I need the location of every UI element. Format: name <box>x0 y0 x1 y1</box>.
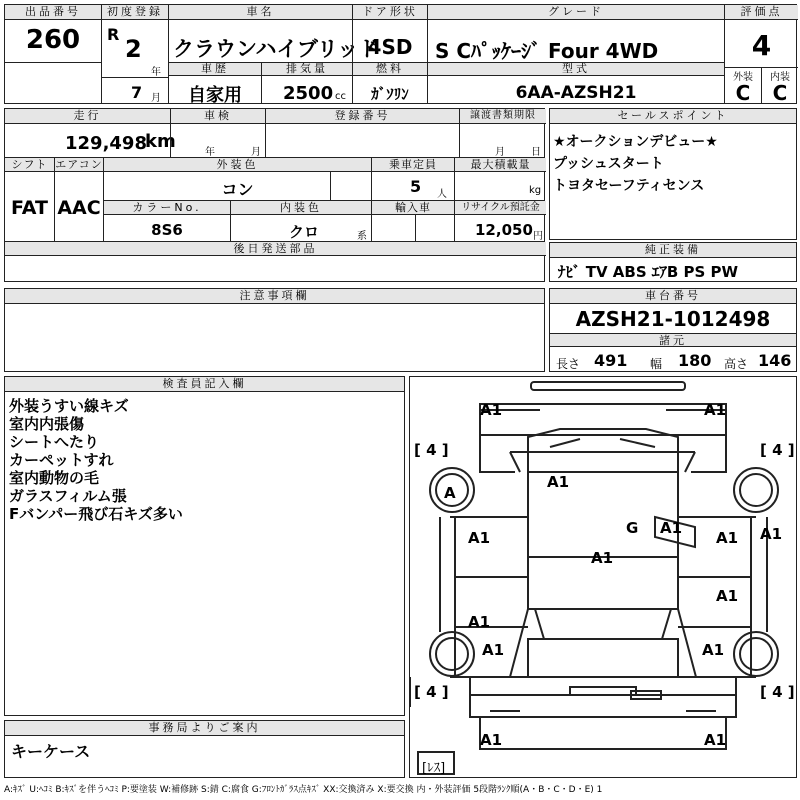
equipment-items: ﾅﾋﾞ TV ABS ｴｱB PS PW <box>558 263 739 281</box>
recycle-label: リサイクル預託金 <box>455 201 546 215</box>
tire-mark-rr: [ 4 ] <box>760 683 795 701</box>
capacity-label: 乗車定員 <box>372 158 454 172</box>
door-type: 4SD <box>367 35 413 59</box>
ext-color: コン <box>221 180 254 199</box>
int-grade-label: 内装 <box>770 72 790 83</box>
transfer-label: 譲渡書類期限 <box>460 109 546 124</box>
insp-year-unit: 年 <box>205 147 215 158</box>
grade-label: グレード <box>428 5 724 20</box>
transfer-month-unit: 月 <box>495 147 505 158</box>
chassis-panel <box>549 288 797 372</box>
damage-mark: A1 <box>716 587 739 605</box>
damage-mark: A1 <box>760 525 783 543</box>
load-unit: kg <box>529 185 542 196</box>
car-name: クラウンハイブリッド <box>173 37 380 61</box>
legend: A:ｷｽﾞ U:ﾍｺﾐ B:ｷｽﾞを伴うﾍｺﾐ P:要塗装 W:補修跡 S:錆 C:腐食 G:ﾌﾛﾝﾄｶﾞﾗｽ点ｷｽﾞ XX:交換済み X:要交換 内・外装評価 5段階ﾗﾝｸ順(A・B・C・D・E) 1 <box>4 785 603 795</box>
lot-no: 260 <box>25 25 81 55</box>
capacity-unit: 人 <box>437 189 447 200</box>
int-color-unit: 系 <box>357 231 367 242</box>
specs-panel <box>4 108 545 282</box>
load-label: 最大積載量 <box>455 158 546 172</box>
first-reg-month: 7 <box>131 83 143 102</box>
inspector-line: ガラスフィルム張 <box>9 487 127 505</box>
first-reg-label: 初度登録 <box>102 5 168 20</box>
damage-mark: A1 <box>480 401 503 419</box>
height: 146 <box>758 351 792 370</box>
damage-mark: A1 <box>704 401 727 419</box>
damage-mark: G <box>626 519 639 537</box>
damage-mark: A1 <box>716 529 739 547</box>
insp-month-unit: 月 <box>251 147 261 158</box>
ext-color-label: 外装色 <box>104 158 371 172</box>
damage-diagram <box>409 376 797 778</box>
office-panel <box>4 720 405 778</box>
int-grade: C <box>772 81 788 105</box>
first-reg-year: 2 <box>125 35 142 63</box>
sales-points-panel <box>549 108 797 240</box>
color-no: 8S6 <box>151 221 183 239</box>
transfer-day-unit: 日 <box>531 147 541 158</box>
damage-mark: A1 <box>468 529 491 547</box>
length: 491 <box>594 351 628 370</box>
damage-mark: A1 <box>704 731 727 749</box>
history-label: 車歴 <box>169 63 261 76</box>
ext-grade: C <box>735 81 751 105</box>
displacement: 2500 <box>283 83 334 104</box>
door-label: ドア形状 <box>353 5 427 20</box>
equipment-label: 純正装備 <box>550 243 796 258</box>
tire-mark-fl: [ 4 ] <box>414 441 449 459</box>
int-color: クロ <box>289 223 320 241</box>
damage-mark: A <box>444 484 456 502</box>
length-label: 長さ <box>556 357 581 371</box>
displacement-unit: cc <box>335 91 346 102</box>
recycle: 12,050 <box>475 221 533 239</box>
sales-point-item: トヨタセーフティセンス <box>553 178 705 194</box>
office-text: キーケース <box>11 742 91 761</box>
later-parts-label: 後日発送部品 <box>5 242 546 256</box>
office-label: 事務局よりご案内 <box>5 721 404 736</box>
mileage-unit: km <box>145 131 176 152</box>
damage-mark: A1 <box>480 731 503 749</box>
header-panel <box>4 4 797 104</box>
car-outline <box>410 377 796 777</box>
sales-point-item: プッシュスタート <box>553 156 664 172</box>
model-label: 型式 <box>428 63 724 76</box>
ext-grade-label: 外装 <box>733 72 753 83</box>
damage-mark: A1 <box>702 641 725 659</box>
reg-no-label: 登録番号 <box>266 109 459 124</box>
inspector-line: Fバンパー飛び石キズ多い <box>9 505 183 523</box>
score-label: 評価点 <box>725 5 798 20</box>
car-name-label: 車名 <box>169 5 352 20</box>
mileage-label: 走行 <box>5 109 170 124</box>
displacement-label: 排気量 <box>262 63 352 76</box>
era: R <box>107 25 120 44</box>
inspector-line: カーペットすれ <box>9 451 114 469</box>
spare-label: [ﾚｽ] <box>422 761 446 776</box>
damage-mark: A1 <box>660 519 683 537</box>
inspector-line: シートへたり <box>9 433 100 451</box>
shift-label: シフト <box>5 158 54 172</box>
height-label: 高さ <box>724 357 749 371</box>
width: 180 <box>678 351 712 370</box>
fuel: ｶﾞｿﾘﾝ <box>371 85 409 103</box>
tire-mark-fr: [ 4 ] <box>760 441 795 459</box>
grade: S Cﾊﾟｯｹｰｼﾞ Four 4WD <box>435 39 659 63</box>
notes-panel <box>4 288 545 372</box>
tire-mark-rl: [ 4 ] <box>414 683 449 701</box>
history: 自家用 <box>188 85 242 106</box>
mileage: 129,498 <box>65 133 147 154</box>
color-no-label: カラーNo. <box>104 201 230 215</box>
ac: AAC <box>57 197 101 219</box>
inspector-line: 外装うすい線キズ <box>9 397 129 415</box>
month-unit: 月 <box>151 93 161 104</box>
year-unit: 年 <box>151 67 161 78</box>
inspector-line: 室内動物の毛 <box>9 469 100 487</box>
inspector-line: 室内内張傷 <box>9 415 85 433</box>
width-label: 幅 <box>650 357 663 371</box>
damage-mark: A1 <box>468 613 491 631</box>
inspector-panel <box>4 376 405 716</box>
damage-mark: A1 <box>547 473 570 491</box>
import-label: 輸入車 <box>372 201 454 215</box>
fuel-label: 燃料 <box>353 63 427 76</box>
equipment-panel <box>549 242 797 282</box>
int-color-label: 内装色 <box>231 201 371 215</box>
shift: FAT <box>11 197 48 219</box>
chassis-label: 車台番号 <box>550 289 796 304</box>
lot-no-label: 出品番号 <box>5 5 101 20</box>
notes-label: 注意事項欄 <box>5 289 544 304</box>
inspector-label: 検査員記入欄 <box>5 377 404 392</box>
damage-mark: A1 <box>591 549 614 567</box>
chassis-number: AZSH21-1012498 <box>575 307 771 331</box>
sales-points-label: セールスポイント <box>550 109 796 124</box>
ac-label: エアコン <box>55 158 103 171</box>
capacity: 5 <box>410 177 422 196</box>
model: 6AA-AZSH21 <box>515 83 637 103</box>
recycle-unit: 円 <box>533 231 543 242</box>
inspection-label: 車検 <box>171 109 265 124</box>
sales-point-item: ★オークションデビュー★ <box>553 134 718 150</box>
dims-label: 諸元 <box>550 333 796 347</box>
damage-mark: A1 <box>482 641 505 659</box>
score: 4 <box>751 29 772 62</box>
